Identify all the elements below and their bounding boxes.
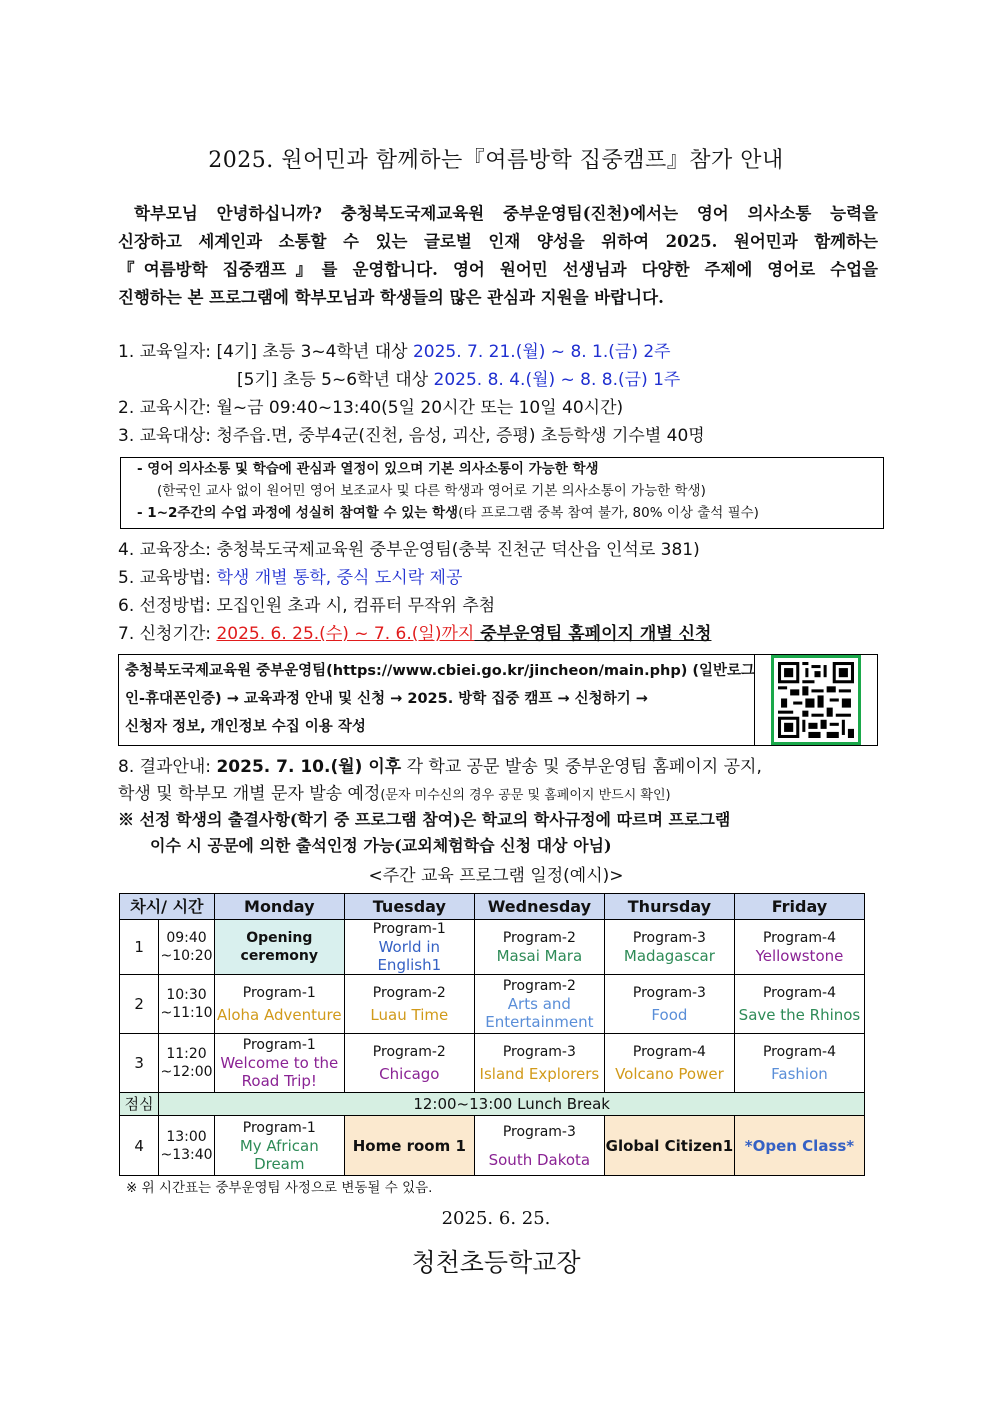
cell-wednesday: Program-2 Arts and Entertainment: [474, 975, 604, 1034]
cell-tuesday: Program-2 Luau Time: [344, 975, 474, 1034]
header-thursday: Thursday: [604, 894, 734, 920]
document-title: 2025. 원어민과 함께하는『여름방학 집중캠프』참가 안내: [208, 148, 784, 173]
header-friday: Friday: [734, 894, 864, 920]
intro-paragraph: [118, 200, 878, 312]
period-time: 11:20 ~12:00: [159, 1034, 214, 1093]
header-period: 차시/ 시간: [120, 894, 215, 920]
attendance-note: ※ 선정 학생의 출결사항(학기 중 프로그램 참여)은 학교의 학사규정에 따르며 프로그램: [118, 810, 731, 829]
period-time: 09:40 ~10:20: [159, 920, 214, 975]
cell-tuesday: Program-2 Chicago: [344, 1034, 474, 1093]
session-5-dates: 2025. 8. 4.(월) ~ 8. 8.(금) 1주: [433, 370, 681, 390]
item-6-selection: 6. 선정방법: 모집인원 초과 시, 컴퓨터 무작위 추첨: [118, 596, 496, 616]
eligibility-line: - 영어 의사소통 및 학습에 관심과 열정이 있으며 기본 의사소통이 가능한 학생: [137, 461, 599, 477]
header-tuesday: Tuesday: [344, 894, 474, 920]
cell-tuesday: Home room 1: [344, 1116, 474, 1176]
cell-tuesday: Program-1 World in English1: [344, 920, 474, 975]
period-time: 13:00 ~13:40: [159, 1116, 214, 1176]
cell-friday: Program-4 Yellowstone: [734, 920, 864, 975]
item-3-target: 3. 교육대상: 청주읍.면, 중부4군(진천, 음성, 괴산, 증평) 초등학생 기수별 40명: [118, 426, 705, 446]
weekly-schedule-table: [119, 893, 865, 1176]
cell-friday: Program-4 Save the Rhinos: [734, 975, 864, 1034]
application-step: 신청자 정보, 개인정보 수집 이용 작성: [125, 719, 366, 735]
eligibility-box: [120, 457, 884, 529]
signature: 청천초등학교장: [411, 1248, 581, 1277]
table-header-row: [120, 894, 865, 920]
item-5-method: 5. 교육방법: 학생 개별 통학, 중식 도시락 제공: [118, 568, 463, 588]
item-8-result-line2: 학생 및 학부모 개별 문자 발송 예정(문자 미수신의 경우 공문 및 홈페이지 반드시 확인): [118, 784, 671, 804]
eligibility-line: (한국인 교사 없이 원어민 영어 보조교사 및 다른 학생과 영어로 기본 의사소통이 가능한 학생): [157, 483, 706, 499]
cell-monday: Program-1 My African Dream: [214, 1116, 344, 1176]
cell-wednesday: Program-3 South Dakota: [474, 1116, 604, 1176]
qr-code-icon: [778, 662, 854, 738]
attendance-note-line2: 이수 시 공문에 의한 출석인정 가능(교외체험학습 신청 대상 아님): [150, 836, 612, 855]
cell-thursday: Global Citizen1: [604, 1116, 734, 1176]
table-row: [120, 975, 865, 1034]
intro-line: 학부모님 안녕하십니까? 충청북도국제교육원 중부운영팀(진천)에서는 영어 의사소통 능력을: [134, 204, 878, 223]
item-4-place: 4. 교육장소: 충청북도국제교육원 중부운영팀(충북 진천군 덕산읍 인석로 381): [118, 540, 700, 560]
cell-friday: Program-4 Fashion: [734, 1034, 864, 1093]
period-number: 2: [120, 975, 159, 1034]
cell-wednesday: Program-3 Island Explorers: [474, 1034, 604, 1093]
intro-line: 신장하고 세계인과 소통할 수 있는 글로벌 인재 양성을 위하여 2025. 원어민과 함께하는: [118, 232, 878, 251]
qr-code[interactable]: [771, 655, 861, 745]
item-1b-schedule: [5기] 초등 5~6학년 대상 2025. 8. 4.(월) ~ 8. 8.(금) 1주: [237, 370, 681, 390]
lunch-break: 12:00~13:00 Lunch Break: [159, 1093, 865, 1116]
header-monday: Monday: [214, 894, 344, 920]
cell-friday: *Open Class*: [734, 1116, 864, 1176]
cell-thursday: Program-3 Madagascar: [604, 920, 734, 975]
cell-monday: Program-1 Welcome to the Road Trip!: [214, 1034, 344, 1093]
cell-monday: Opening ceremony: [214, 920, 344, 975]
application-step[interactable]: 충청북도국제교육원 중부운영팀(https://www.cbiei.go.kr/jincheon/main.php) (일반로그: [125, 663, 756, 679]
period-time: 10:30 ~11:10: [159, 975, 214, 1034]
item-8-result: 8. 결과안내: 2025. 7. 10.(월) 이후 각 학교 공문 발송 및 중부운영팀 홈페이지 공지,: [118, 757, 762, 777]
period-number: 4: [120, 1116, 159, 1176]
cell-thursday: Program-4 Volcano Power: [604, 1034, 734, 1093]
cell-monday: Program-1 Aloha Adventure: [214, 975, 344, 1034]
application-box: [118, 654, 878, 746]
intro-line: 진행하는 본 프로그램에 학부모님과 학생들의 많은 관심과 지원을 바랍니다.: [118, 288, 664, 307]
session-4-dates: 2025. 7. 21.(월) ~ 8. 1.(금) 2주: [412, 342, 671, 362]
table-row: [120, 1034, 865, 1093]
item-2-time: 2. 교육시간: 월~금 09:40~13:40(5일 20시간 또는 10일 40시간): [118, 398, 624, 418]
period-number: 3: [120, 1034, 159, 1093]
item-1-schedule: 1. 교육일자: [4기] 초등 3~4학년 대상 2025. 7. 21.(월) ~ 8. 1.(금) 2주: [118, 342, 671, 362]
document-date: 2025. 6. 25.: [441, 1208, 551, 1229]
cell-thursday: Program-3 Food: [604, 975, 734, 1034]
cell-wednesday: Program-2 Masai Mara: [474, 920, 604, 975]
lunch-label: 점심: [120, 1093, 159, 1116]
schedule-footnote: ※ 위 시간표는 중부운영팀 사정으로 변동될 수 있음.: [126, 1180, 433, 1196]
header-wednesday: Wednesday: [474, 894, 604, 920]
eligibility-line: - 1~2주간의 수업 과정에 성실히 참여할 수 있는 학생(타 프로그램 중복 참여 불가, 80% 이상 출석 필수): [137, 505, 759, 521]
application-step: 인-휴대폰인증) → 교육과정 안내 및 신청 → 2025. 방학 집중 캠프 → 신청하기 →: [125, 691, 648, 707]
period-number: 1: [120, 920, 159, 975]
intro-line: 『여름방학 집중캠프』를 운영합니다. 영어 원어민 선생님과 다양한 주제에 영어로 수업을: [118, 260, 878, 279]
lunch-row: [120, 1093, 865, 1116]
schedule-title: <주간 교육 프로그램 일정(예시)>: [368, 866, 624, 886]
table-row: [120, 920, 865, 975]
item-7-application: 7. 신청기간: 2025. 6. 25.(수) ~ 7. 6.(일)까지 중부운영팀 홈페이지 개별 신청: [118, 624, 712, 644]
table-row: [120, 1116, 865, 1176]
